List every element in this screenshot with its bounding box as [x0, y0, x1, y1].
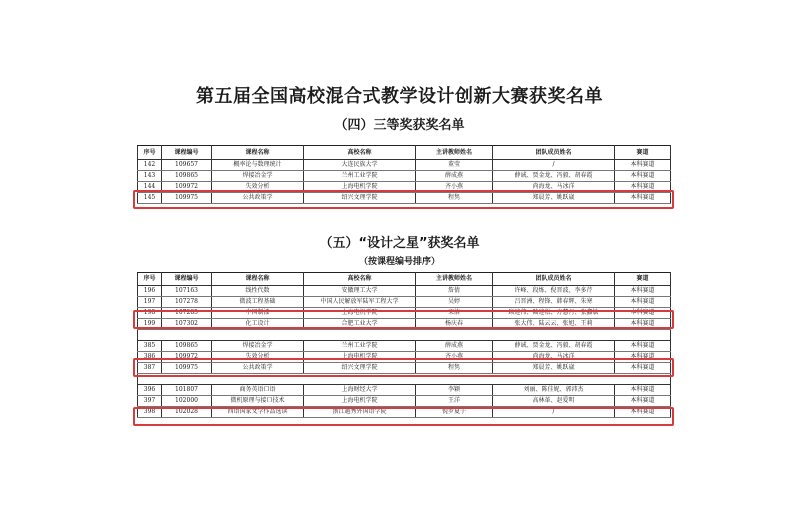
table-cell: 107163 — [162, 286, 212, 297]
table-cell: 107278 — [162, 297, 212, 308]
table-cell: 吕晋洲、程锋、韩春辉、朱寒 — [493, 297, 615, 308]
table-cell: 张大伟、陆云云、张旭、王莉 — [493, 319, 615, 330]
table-cell: 程隽 — [416, 193, 493, 204]
table-cell: 程隽 — [416, 363, 493, 374]
table-cell: 薛成燕 — [416, 341, 493, 352]
table-cell: 上海电机学院 — [304, 396, 416, 407]
table-cell: 385 — [138, 341, 162, 352]
table-cell: 上海电机学院 — [304, 182, 416, 193]
column-header: 主讲教师姓名 — [416, 273, 493, 286]
table-cell: 本科赛道 — [615, 363, 671, 374]
table-cell: 109865 — [162, 171, 212, 182]
table-cell: 109865 — [162, 341, 212, 352]
table-cell: 焊接冶金学 — [212, 341, 304, 352]
table-cell: 刘丽、陈佳妮、郭沛杰 — [493, 385, 615, 396]
table-cell: 109975 — [162, 363, 212, 374]
table-cell: 微机原理与接口技术 — [212, 396, 304, 407]
sort-note: （按课程编号排序） — [358, 257, 440, 267]
table-cell: 145 — [138, 193, 162, 204]
column-header: 团队成员姓名 — [493, 146, 615, 160]
table-row — [138, 160, 671, 171]
table-cell: 王洋 — [416, 396, 493, 407]
table-cell: 本科赛道 — [615, 352, 671, 363]
table-cell: 144 — [138, 182, 162, 193]
table-cell: 齐小燕 — [416, 182, 493, 193]
table-cell: 尚海龙、马冰洋 — [493, 182, 615, 193]
table-cell: 合肥工业大学 — [304, 319, 416, 330]
table-cell: 尚海龙、马冰洋 — [493, 352, 615, 363]
table-row — [138, 341, 671, 352]
column-header: 高校名称 — [304, 273, 416, 286]
table-cell: 196 — [138, 286, 162, 297]
table-cell: 微波工程基础 — [212, 297, 304, 308]
table-cell: 兰州工业学院 — [304, 171, 416, 182]
table-cell: 109657 — [162, 160, 212, 171]
table-cell: 本科赛道 — [615, 396, 671, 407]
table-cell: 142 — [138, 160, 162, 171]
table-cell: 上海财经大学 — [304, 385, 416, 396]
column-header: 团队成员姓名 — [493, 273, 615, 286]
table-cell: 倪罗夏子 — [416, 407, 493, 418]
table-row — [138, 385, 671, 396]
table-row — [138, 396, 671, 407]
table-cell: 本科赛道 — [615, 286, 671, 297]
table-cell: 郑晨芳、姚跃崴 — [493, 193, 615, 204]
table-cell: / — [493, 407, 615, 418]
section-heading-third-prize: （四）三等奖获奖名单 — [334, 118, 465, 133]
table-cell: 本科赛道 — [615, 341, 671, 352]
table-cell: 高林革、赵爱明 — [493, 396, 615, 407]
table-cell: 109972 — [162, 182, 212, 193]
table-cell: 上海电机学院 — [304, 308, 416, 319]
table-cell: 本科赛道 — [615, 385, 671, 396]
table-cell: 本科赛道 — [615, 171, 671, 182]
table-cell: 本科赛道 — [615, 407, 671, 418]
table-cell: 宋洁 — [416, 308, 493, 319]
table-cell: 中国人民解放军陆军工程大学 — [304, 297, 416, 308]
page-title: 第五届全国高校混合式教学设计创新大赛获奖名单 — [196, 86, 603, 107]
column-header: 主讲教师姓名 — [416, 146, 493, 160]
highlight-box-row-198 — [133, 310, 674, 329]
table-cell: 109975 — [162, 193, 212, 204]
table-omission-divider — [138, 330, 671, 341]
table-cell: 吴婷 — [416, 297, 493, 308]
table-row — [138, 286, 671, 297]
table-cell: 本科赛道 — [615, 308, 671, 319]
table-cell: 西语国家文学作品选读 — [212, 407, 304, 418]
column-header: 高校名称 — [304, 146, 416, 160]
table-cell: 薛诚、贾金龙、冯毅、胡春霞 — [493, 171, 615, 182]
table-cell: 中国制漆 — [212, 308, 304, 319]
highlight-box-row-386 — [133, 358, 674, 377]
table-cell: 薛诚、贾金龙、冯毅、胡春霞 — [493, 341, 615, 352]
table-row — [138, 297, 671, 308]
column-header: 序号 — [138, 146, 162, 160]
table-cell: 焊接冶金学 — [212, 171, 304, 182]
highlight-box-row-144 — [133, 190, 674, 209]
table-cell: 许峰、段炼、倪晋波、李多芹 — [493, 286, 615, 297]
table-cell: 绍兴文理学院 — [304, 363, 416, 374]
table-cell: 李颖 — [416, 385, 493, 396]
divider-cell — [138, 330, 671, 341]
table-cell: 失效分析 — [212, 352, 304, 363]
table-cell: 失效分析 — [212, 182, 304, 193]
table-cell: 199 — [138, 319, 162, 330]
table-cell: 大连民族大学 — [304, 160, 416, 171]
table-cell: 齐小燕 — [416, 352, 493, 363]
table-cell: 107302 — [162, 319, 212, 330]
column-header: 课程名称 — [212, 146, 304, 160]
table-cell: 兰州工业学院 — [304, 341, 416, 352]
table-cell: 109972 — [162, 352, 212, 363]
table-cell: 杨庆春 — [416, 319, 493, 330]
table-cell: 197 — [138, 297, 162, 308]
section-heading-design-star: （五）“设计之星”获奖名单 — [319, 236, 480, 251]
table-cell: 398 — [138, 407, 162, 418]
table-cell: 上海电机学院 — [304, 352, 416, 363]
table-cell: 商务英语口语 — [212, 385, 304, 396]
table-cell: 387 — [138, 363, 162, 374]
design-star-table — [137, 272, 671, 418]
table-cell: 公共政策学 — [212, 363, 304, 374]
table-row — [138, 171, 671, 182]
table-cell: 107285 — [162, 308, 212, 319]
table-cell: 化工设计 — [212, 319, 304, 330]
column-header: 赛道 — [615, 273, 671, 286]
column-header: 课程名称 — [212, 273, 304, 286]
column-header: 课程编号 — [162, 273, 212, 286]
table-cell: 102000 — [162, 396, 212, 407]
table-cell: 绍兴文理学院 — [304, 193, 416, 204]
table-cell: 396 — [138, 385, 162, 396]
column-header: 赛道 — [615, 146, 671, 160]
table-cell: 本科赛道 — [615, 297, 671, 308]
table-cell: 詹倩 — [416, 286, 493, 297]
table-cell: 郑晨芳、姚跃崴 — [493, 363, 615, 374]
table-cell: 397 — [138, 396, 162, 407]
table-cell: 386 — [138, 352, 162, 363]
table-cell: 本科赛道 — [615, 193, 671, 204]
table-cell: 102028 — [162, 407, 212, 418]
table-cell: 101807 — [162, 385, 212, 396]
table-cell: 安徽理工大学 — [304, 286, 416, 297]
table-cell: 本科赛道 — [615, 182, 671, 193]
table-cell: 浙江越秀外国语学院 — [304, 407, 416, 418]
table-cell: 本科赛道 — [615, 319, 671, 330]
table-cell: / — [493, 160, 615, 171]
table-cell: 顾建伟、陆建松、方慧丹、张鑫敏 — [493, 308, 615, 319]
column-header: 课程编号 — [162, 146, 212, 160]
table-cell: 线性代数 — [212, 286, 304, 297]
table-cell: 概率论与数理统计 — [212, 160, 304, 171]
highlight-box-row-397 — [133, 407, 674, 426]
column-header: 序号 — [138, 273, 162, 286]
table-header-row — [138, 273, 671, 286]
table-cell: 198 — [138, 308, 162, 319]
table-cell: 薛成燕 — [416, 171, 493, 182]
table-header-row — [138, 146, 671, 160]
table-cell: 董莹 — [416, 160, 493, 171]
table-cell: 143 — [138, 171, 162, 182]
table-cell: 公共政策学 — [212, 193, 304, 204]
table-cell: 本科赛道 — [615, 160, 671, 171]
